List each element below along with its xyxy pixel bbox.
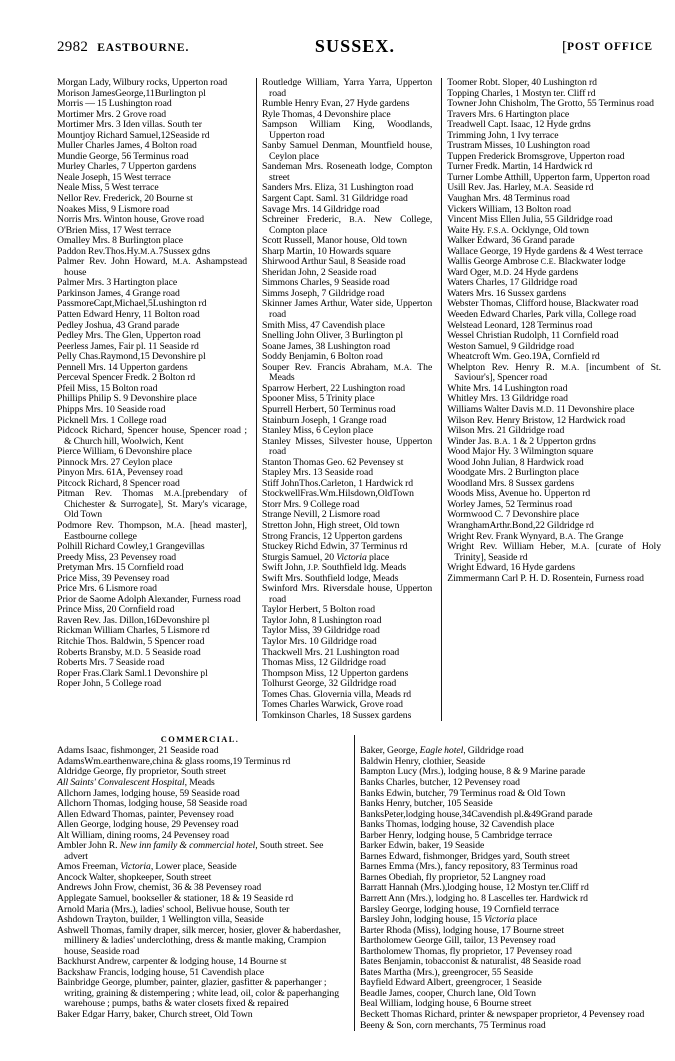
- directory-entry: Welstead Leonard, 128 Terminus road: [447, 319, 593, 331]
- directory-entry: Barnes Edward, fishmonger, Bridges yard, South street: [360, 850, 570, 862]
- directory-entry: Bainbridge George, plumber, painter, glazier, gasfitter & paperhanger ; writing, graining & distempering ; white lead, oil, color & paperhanging warehouse ; pumps, baths & water closets fixed & repaired: [57, 977, 340, 1010]
- directory-entry: Allen George, lodging house, 29 Pevensey road: [57, 819, 239, 831]
- directory-entry: Spurrell Herbert, 50 Terminus road: [262, 403, 396, 415]
- directory-entry: PassmoreCapt,Michael,5Lushington rd: [57, 298, 207, 310]
- directory-entry: Alt William, dining rooms, 24 Pevensey road: [57, 829, 230, 841]
- directory-entry: Weeden Edward Charles, Park villa, College road: [447, 309, 637, 321]
- directory-entry: Bates Martha (Mrs.), greengrocer, 55 Seaside: [360, 966, 533, 978]
- directory-entry: Allen Edward Thomas, painter, Pevensey road: [57, 808, 234, 820]
- directory-entry: Mortimer Mrs. 3 Iden villas. South ter: [57, 119, 202, 131]
- directory-entry: Vaughan Mrs. 48 Terminus road: [447, 193, 570, 205]
- directory-entry: Thackwell Mrs. 21 Lushington road: [262, 646, 400, 658]
- directory-entry: Usill Rev. Jas. Harley, M.A. Seaside rd: [447, 182, 594, 194]
- directory-entry: Palmer Mrs. 3 Hartington place: [57, 277, 178, 289]
- directory-entry: Williams Walter Davis M.D. 11 Devonshire place: [447, 403, 635, 415]
- directory-entry: Ashwell Thomas, family draper, silk mercer, hosier, glover & haberdasher, millinery & ladies' underclothing, dress & mantle making, Crampion house, Seaside road: [57, 924, 341, 957]
- directory-entry: Scott Russell, Manor house, Old town: [262, 235, 407, 247]
- directory-entry: Strong Francis, 12 Upperton gardens: [262, 530, 403, 542]
- directory-entry: StockwellFras.Wm.Hilsdown,OldTown: [262, 488, 414, 500]
- directory-entry: Savage Mrs. 14 Gildridge road: [262, 203, 380, 215]
- commercial-column-2-entries: [360, 746, 660, 1031]
- directory-entry: Toomer Robt. Sloper, 40 Lushington rd: [447, 77, 597, 88]
- directory-entry: Pitman Rev. Thomas M.A.[prebendary of Chichester & Surrogate], St. Mary's vicarage, Old Town: [57, 488, 248, 521]
- directory-entry: Travers Mrs. 6 Hartington place: [447, 108, 570, 120]
- directory-entry: Roper John, 5 College road: [57, 678, 162, 690]
- directory-entry: Taylor Mrs. 10 Gildridge road: [262, 635, 377, 647]
- directory-entry: Turner Lombe Atthill, Upperton farm, Upperton road: [447, 171, 650, 183]
- directory-entry: Banks Edwin, butcher, 79 Terminus road & Old Town: [360, 787, 566, 799]
- directory-entry: Podmore Rev. Thompson, M.A. [head master], Eastbourne college: [57, 519, 248, 542]
- commercial-section: [57, 735, 661, 1031]
- directory-entry: Treadwell Capt. Isaac, 12 Hyde grdns: [447, 119, 591, 131]
- directory-entry: Wright Rev. Frank Wynyard, B.A. The Grange: [447, 530, 624, 542]
- directory-entry: Sturgis Samuel, 20 Victoria place: [262, 551, 390, 563]
- directory-entry: Bartholomew Thomas, fly proprietor, 17 Pevensey road: [360, 945, 572, 957]
- directory-entry: Sparrow Herbert, 22 Lushington road: [262, 382, 406, 394]
- directory-entry: Tomes Chas. Glovernia villa, Meads rd: [262, 688, 412, 700]
- directory-entry: Pedley Joshua, 43 Grand parade: [57, 319, 180, 331]
- directory-entry: Beckett Thomas Richard, printer & newspaper proprietor, 4 Pevensey road: [360, 1009, 645, 1021]
- directory-entry: Strange Nevill, 2 Lismore road: [262, 509, 380, 521]
- directory-entry: Pretyman Mrs. 15 Cornfield road: [57, 562, 184, 574]
- directory-entry: Woodland Mrs. 8 Sussex gardens: [447, 477, 575, 489]
- directory-entry: Murley Charles, 7 Upperton gardens: [57, 161, 197, 173]
- directory-entry: WranghamArthr.Bond,22 Gildridge rd: [447, 519, 594, 531]
- directory-entry: Applegate Samuel, bookseller & stationer, 18 & 19 Seaside rd: [57, 893, 294, 905]
- directory-entry: Barter Rhoda (Miss), lodging house, 17 Bourne street: [360, 924, 564, 936]
- directory-entry: Wallace George, 19 Hyde gardens & 4 West terrace: [447, 245, 643, 257]
- directory-entry: Mundie George, 56 Terminus road: [57, 150, 189, 162]
- directory-entry: Amos Freeman, Victoria, Lower place, Seaside: [57, 861, 237, 873]
- directory-entry: Woods Miss, Avenue ho. Upperton rd: [447, 488, 591, 500]
- private-column-3: [447, 78, 661, 721]
- directory-page: [0, 38, 675, 1061]
- directory-entry: Swift Mrs. Southfield lodge, Meads: [262, 572, 399, 584]
- directory-entry: Sheridan John, 2 Seaside road: [262, 266, 377, 278]
- commercial-column-1-entries: [57, 746, 343, 1020]
- page-masthead: [57, 38, 653, 72]
- directory-entry: Wilson Mrs. 21 Gildridge road: [447, 425, 565, 437]
- directory-entry: Sargent Capt. Saml. 31 Gildridge road: [262, 193, 408, 205]
- directory-entry: Wheatcroft Wm. Geo.19A, Cornfield rd: [447, 351, 600, 363]
- directory-entry: Allchorn James, lodging house, 59 Seaside road: [57, 787, 240, 799]
- directory-entry: Taylor John, 8 Lushington road: [262, 614, 382, 626]
- directory-entry: Baldwin Henry, clothier, Seaside: [360, 755, 486, 767]
- directory-entry: Soddy Benjamin, 6 Bolton road: [262, 351, 383, 363]
- directory-entry: Pierce William, 6 Devonshire place: [57, 446, 192, 458]
- directory-entry: White Mrs. 14 Lushington road: [447, 382, 568, 394]
- directory-entry: Waters Mrs. 16 Sussex gardens: [447, 287, 567, 299]
- directory-entry: Tolhurst George, 32 Gildridge road: [262, 678, 397, 690]
- directory-entry: Pinyon Mrs. 61A, Pevensey road: [57, 467, 183, 479]
- directory-entry: Wright Rev. William Heber, M.A. [curate of Holy Trinity], Seaside rd: [447, 541, 661, 563]
- directory-entry: Barker Edwin, baker, 19 Seaside: [360, 840, 485, 852]
- directory-entry: Swift John, J.P. Southfield ldg. Meads: [262, 562, 407, 574]
- directory-entry: Banks Charles, butcher, 12 Pevensey road: [360, 777, 520, 788]
- directory-entry: Trustram Misses, 10 Lushington road: [447, 140, 590, 152]
- directory-entry: Neale Joseph, 15 West terrace: [57, 171, 171, 183]
- directory-entry: Trimming John, 1 Ivy terrace: [447, 129, 559, 141]
- directory-entry: Stiff JohnThos.Carleton, 1 Hardwick rd: [262, 477, 414, 489]
- directory-entry: Barsley George, lodging house, 19 Cornfield terrace: [360, 903, 559, 915]
- directory-entry: Banks Thomas, lodging house, 32 Cavendish place: [360, 819, 555, 831]
- directory-entry: Ashdown Trayton, builder, 1 Wellington villa, Seaside: [57, 914, 264, 926]
- directory-entry: Smith Miss, 47 Cavendish place: [262, 319, 385, 331]
- masthead-section-label: [562, 39, 653, 56]
- directory-entry: Soane James, 38 Lushington road: [262, 340, 391, 352]
- directory-entry: Souper Rev. Francis Abraham, M.A. The Meads: [262, 361, 433, 384]
- directory-entry: Preedy Miss, 23 Pevensey road: [57, 551, 177, 563]
- directory-entry: Beeny & Son, corn merchants, 75 Terminus road: [360, 1019, 546, 1031]
- directory-entry: Raven Rev. Jas. Dillon,16Devonshire pl: [57, 614, 210, 626]
- directory-entry: Ritchie Thos. Baldwin, 5 Spencer road: [57, 635, 205, 647]
- private-column-1: [57, 78, 251, 721]
- directory-entry: Spooner Miss, 5 Trinity place: [262, 393, 375, 405]
- directory-entry: Stuckey Richd Edwin, 37 Terminus rd: [262, 541, 408, 553]
- directory-entry: Towner John Chisholm, The Grotto, 55 Terminus road: [447, 98, 654, 110]
- directory-entry: Roper Fras.Clark Saml.1 Devonshire pl: [57, 667, 208, 679]
- directory-entry: BanksPeter,lodging house,34Cavendish pl.&49Grand parade: [360, 808, 593, 820]
- directory-entry: Muller Charles James, 4 Bolton road: [57, 140, 197, 152]
- directory-entry: Storr Mrs. 9 College road: [262, 498, 360, 510]
- directory-entry: Shirwood Arthur Saul, 8 Seaside road: [262, 256, 406, 268]
- directory-entry: Beadle James, cooper, Church lane, Old Town: [360, 987, 536, 999]
- directory-entry: Omalley Mrs. 8 Burlington place: [57, 235, 183, 247]
- directory-entry: Neale Miss, 5 West terrace: [57, 182, 159, 194]
- directory-entry: Stanley Miss, 6 Ceylon place: [262, 425, 374, 437]
- directory-entry: Baker Edgar Harry, baker, Church street, Old Town: [57, 1009, 253, 1021]
- commercial-section-heading: COMMERCIAL.: [160, 735, 240, 745]
- directory-entry: Paddon Rev.Thos.Hy.M.A.7Sussex gdns: [57, 245, 211, 257]
- directory-entry: Mountjoy Richard Samuel,12Seaside rd: [57, 129, 210, 141]
- masthead-bracket: [: [561, 39, 567, 55]
- directory-entry: Pitcock Richard, 8 Spencer road: [57, 477, 180, 489]
- directory-entry: Topping Charles, 1 Mostyn ter. Cliff rd: [447, 87, 596, 99]
- private-residents-section: [57, 78, 661, 721]
- directory-entry: Price Mrs. 6 Lismore road: [57, 583, 157, 595]
- directory-entry: Skinner James Arthur, Water side, Upperton road: [262, 298, 433, 321]
- directory-entry: Worley James, 52 Terminus road: [447, 498, 573, 510]
- directory-entry: Andrews John Frow, chemist, 36 & 38 Pevensey road: [57, 882, 262, 894]
- column-rule: [354, 735, 355, 1031]
- directory-entry: Woodgate Mrs. 2 Burlington place: [447, 467, 579, 479]
- column-rule: [256, 78, 257, 721]
- directory-entry: Allchorn Thomas, lodging house, 58 Seaside road: [57, 798, 247, 810]
- directory-entry: Stanton Thomas Geo. 62 Pevensey st: [262, 456, 404, 468]
- directory-entry: Sandeman Mrs. Roseneath lodge, Compton street: [262, 161, 433, 183]
- directory-entry: Nellor Rev. Frederick, 20 Bourne st: [57, 193, 193, 205]
- directory-entry: Beal William, lodging house, 6 Bourne street: [360, 998, 532, 1010]
- masthead-section-text: POST OFFICE: [566, 41, 653, 53]
- directory-entry: Arnold Maria (Mrs.), ladies' school, Belivue house, South ter: [57, 903, 290, 915]
- directory-entry: Simmons Charles, 9 Seaside road: [262, 277, 390, 289]
- directory-entry: Parkinson James, 4 Grange road: [57, 287, 180, 299]
- directory-entry: Thompson Miss, 12 Upperton gardens: [262, 667, 409, 679]
- directory-entry: Barnes Emma (Mrs.), fancy repository, 83 Terminus road: [360, 861, 578, 873]
- directory-entry: Noakes Miss, 9 Lismore road: [57, 203, 170, 215]
- directory-entry: Barber Henry, lodging house, 5 Cambridge terrace: [360, 829, 553, 841]
- directory-entry: Wessel Christian Rudolph, 11 Cornfield road: [447, 330, 619, 342]
- directory-entry: Thomas Miss, 12 Gildridge road: [262, 657, 386, 669]
- directory-entry: Barratt Hannah (Mrs.),lodging house, 12 Mostyn ter.Cliff rd: [360, 882, 589, 894]
- directory-entry: Morris — 15 Lushington road: [57, 98, 172, 110]
- directory-entry: Rickman William Charles, 5 Lismore rd: [57, 625, 210, 637]
- directory-entry: Zimmermann Carl P. H. D. Rosentein, Furness road: [447, 572, 644, 584]
- directory-entry: Taylor Herbert, 5 Bolton road: [262, 604, 376, 616]
- directory-entry: Tuppen Frederick Bromsgrove, Upperton road: [447, 150, 625, 162]
- directory-entry: Weston Samuel, 9 Gildridge road: [447, 340, 575, 352]
- directory-entry: Baker, George, Eagle hotel, Gildridge road: [360, 745, 524, 757]
- directory-entry: Stanley Misses, Silvester house, Upperton road: [262, 435, 433, 458]
- directory-entry: Norris Mrs. Winton house, Grove road: [57, 214, 205, 226]
- directory-entry: Palmer Rev. John Howard, M.A. Ashampstead house: [57, 256, 248, 278]
- directory-entry: Ambler John R. New inn family & commercial hotel, South street. See advert: [57, 840, 324, 862]
- commercial-column-2: [360, 735, 660, 1031]
- directory-entry: Morison JamesGeorge,11Burlington pl: [57, 87, 206, 99]
- directory-entry: Pfeil Miss, 15 Bolton road: [57, 382, 158, 394]
- directory-entry: Snelling John Oliver, 3 Burlington pl: [262, 330, 404, 342]
- directory-entry: Taylor Miss, 39 Gildridge road: [262, 625, 380, 637]
- directory-entry: Walker Edward, 36 Grand parade: [447, 235, 575, 247]
- directory-entry: Sanders Mrs. Eliza, 31 Lushington road: [262, 182, 414, 194]
- directory-entry: Wormwood C. 7 Devonshire place: [447, 509, 579, 521]
- directory-entry: Patten Edward Henry, 11 Bolton road: [57, 309, 200, 321]
- directory-entry: Price Miss, 39 Pevensey road: [57, 572, 170, 584]
- masthead-place-name: EASTBOURNE.: [97, 42, 190, 54]
- directory-entry: Wood John Julian, 8 Hardwick road: [447, 456, 584, 468]
- directory-entry: All Saints' Convalescent Hospital, Meads: [57, 777, 215, 788]
- directory-entry: Barnes Obediah, fly proprietor, 52 Langney road: [360, 871, 546, 883]
- directory-entry: Prior de Saome Adolph Alexander, Furness road: [57, 593, 241, 605]
- directory-entry: Stapley Mrs. 13 Seaside road: [262, 467, 374, 479]
- directory-entry: Phipps Mrs. 10 Seaside road: [57, 403, 166, 415]
- directory-entry: Mortimer Mrs. 2 Grove road: [57, 108, 167, 120]
- directory-entry: Swinford Mrs. Riversdale house, Upperton road: [262, 583, 433, 605]
- directory-entry: Winder Jas. B.A. 1 & 2 Upperton grdns: [447, 435, 596, 447]
- directory-entry: Routledge William, Yarra Yarra, Upperton road: [262, 77, 433, 99]
- directory-entry: Pinnock Mrs. 27 Ceylon place: [57, 456, 173, 468]
- directory-entry: Polhill Richard Cowley,1 Grangevillas: [57, 541, 205, 553]
- private-column-2: [262, 78, 436, 721]
- directory-entry: Sampson William King, Woodlands, Upperton road: [262, 119, 433, 141]
- directory-entry: Vickers William, 13 Bolton road: [447, 203, 571, 215]
- directory-entry: Wallis George Ambrose C.E. Blackwater lodge: [447, 256, 626, 268]
- masthead-county-name: SUSSEX.: [314, 36, 396, 56]
- directory-entry: Perceval Spencer Fredk. 2 Bolton rd: [57, 372, 196, 384]
- directory-entry: Barsley John, lodging house, 15 Victoria place: [360, 914, 538, 926]
- directory-entry: Wright Edward, 16 Hyde gardens: [447, 562, 576, 574]
- directory-entry: Bartholomew George Gill, tailor, 13 Pevensey road: [360, 935, 556, 947]
- directory-entry: Prince Miss, 20 Cornfield road: [57, 604, 175, 616]
- directory-entry: Morgan Lady, Wilbury rocks, Upperton road: [57, 77, 228, 88]
- directory-entry: Picknell Mrs. 1 College road: [57, 414, 167, 426]
- directory-entry: Bates Benjamin, tobacconist & naturalist, 48 Seaside road: [360, 956, 581, 968]
- directory-entry: Sanby Samuel Denman, Mountfield house, Ceylon place: [262, 140, 433, 162]
- directory-entry: Turner Fredk. Martin, 14 Hardwick rd: [447, 161, 593, 173]
- directory-entry: Roberts Mrs. 7 Seaside road: [57, 657, 165, 669]
- directory-entry: Adams Isaac, fishmonger, 21 Seaside road: [57, 745, 219, 757]
- directory-entry: Ward Oger, M.D. 24 Hyde gardens: [447, 266, 579, 278]
- column-rule: [441, 78, 442, 721]
- directory-entry: Pelly Chas.Raymond,15 Devonshire pl: [57, 351, 206, 363]
- directory-entry: Bampton Lucy (Mrs.), lodging house, 8 & 9 Marine parade: [360, 766, 586, 778]
- directory-entry: Whitley Mrs. 13 Gildridge road: [447, 393, 568, 405]
- directory-entry: AdamsWm.earthenware,china & glass rooms,19 Terminus rd: [57, 755, 291, 767]
- directory-entry: Rumble Henry Evan, 27 Hyde gardens: [262, 98, 410, 110]
- directory-entry: Tomes Charles Warwick, Grove road: [262, 699, 403, 711]
- directory-entry: Vincent Miss Ellen Julia, 55 Gildridge road: [447, 214, 613, 226]
- directory-entry: O'Brien Miss, 17 West terrace: [57, 224, 171, 236]
- directory-entry: Simms Joseph, 7 Gildridge road: [262, 287, 385, 299]
- directory-entry: Schreiner Frederic, B.A. New College, Compton place: [262, 214, 433, 236]
- page-folio-number: 2982: [57, 39, 89, 55]
- directory-entry: Barrett Ann (Mrs.), lodging ho. 8 Lascelles ter. Hardwick rd: [360, 893, 588, 905]
- directory-entry: Stainburn Joseph, 1 Grange road: [262, 414, 387, 426]
- directory-entry: Pennell Mrs. 14 Upperton gardens: [57, 361, 188, 373]
- directory-entry: Banks Henry, butcher, 105 Seaside: [360, 798, 493, 810]
- directory-entry: Waters Charles, 17 Gildridge road: [447, 277, 578, 289]
- directory-entry: Tomkinson Charles, 18 Sussex gardens: [262, 709, 412, 721]
- directory-entry: Stretton John, High street, Old town: [262, 519, 400, 531]
- directory-entry: Aldridge George, fly proprietor, South street: [57, 766, 227, 778]
- directory-entry: Sharp Martin, 10 Howards square: [262, 245, 391, 257]
- directory-entry: Webster Thomas, Clifford house, Blackwater road: [447, 298, 639, 310]
- directory-entry: Wood Major Hy. 3 Wilmington square: [447, 446, 594, 458]
- directory-entry: Ryle Thomas, 4 Devonshire place: [262, 108, 391, 120]
- directory-entry: Bayfield Edward Albert, greengrocer, 1 Seaside: [360, 977, 542, 989]
- directory-entry: Wilson Rev. Henry Bristow, 12 Hardwick road: [447, 414, 626, 426]
- directory-entry: Whelpton Rev. Henry R. M.A. [incumbent of St. Saviour's], Spencer road: [447, 361, 661, 384]
- directory-entry: Roberts Bransby, M.D. 5 Seaside road: [57, 646, 201, 658]
- commercial-column-1: [57, 735, 349, 1031]
- directory-entry: Waite Hy. F.S.A. Ocklynge, Old town: [447, 224, 589, 236]
- directory-entry: Ancock Walter, shopkeeper, South street: [57, 871, 212, 883]
- directory-entry: Peerless James, Fair pl. 11 Seaside rd: [57, 340, 199, 352]
- directory-entry: Phillips Philip S. 9 Devonshire place: [57, 393, 197, 405]
- directory-entry: Backhurst Andrew, carpenter & lodging house, 14 Bourne st: [57, 956, 287, 968]
- directory-entry: Pidcock Richard, Spencer house, Spencer road ; & Church hill, Woolwich, Kent: [57, 425, 248, 447]
- directory-entry: Pedley Mrs. The Glen, Upperton road: [57, 330, 201, 342]
- directory-entry: Backshaw Francis, lodging house, 51 Cavendish place: [57, 966, 265, 978]
